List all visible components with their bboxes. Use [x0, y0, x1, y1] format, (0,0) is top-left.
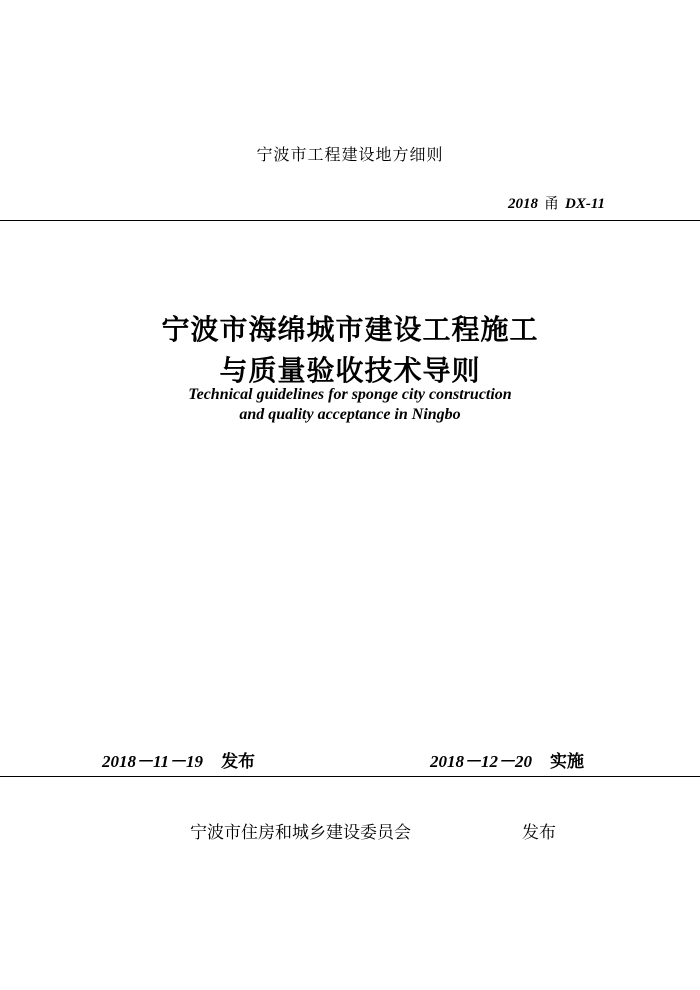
title-cn-line2: 与质量验收技术导则: [219, 354, 481, 387]
effective-date: 2018－12－20: [430, 752, 532, 771]
title-en-line1: Technical guidelines for sponge city construction: [188, 386, 512, 403]
publish-date-block: [102, 747, 255, 772]
title-en-line2: and quality acceptance in Ningbo: [239, 406, 461, 423]
code-city: 甬: [543, 194, 559, 212]
title-cn-line1: 宁波市海绵城市建设工程施工: [161, 313, 539, 346]
publish-label: 发布: [221, 752, 256, 772]
effective-date-block: [430, 747, 584, 772]
code-year: 2018: [507, 196, 538, 212]
series-name: 宁波市工程建设地方细则: [256, 145, 444, 164]
bottom-divider: [0, 776, 700, 777]
standard-code: [508, 192, 605, 213]
effective-label: 实施: [550, 752, 584, 772]
code-number: DX-11: [564, 196, 605, 212]
publish-date: 2018－11－19: [102, 752, 204, 771]
issuer-name: 宁波市住房和城乡建设委员会: [190, 823, 411, 843]
top-divider: [0, 220, 700, 221]
issuer-action: 发布: [522, 823, 556, 843]
